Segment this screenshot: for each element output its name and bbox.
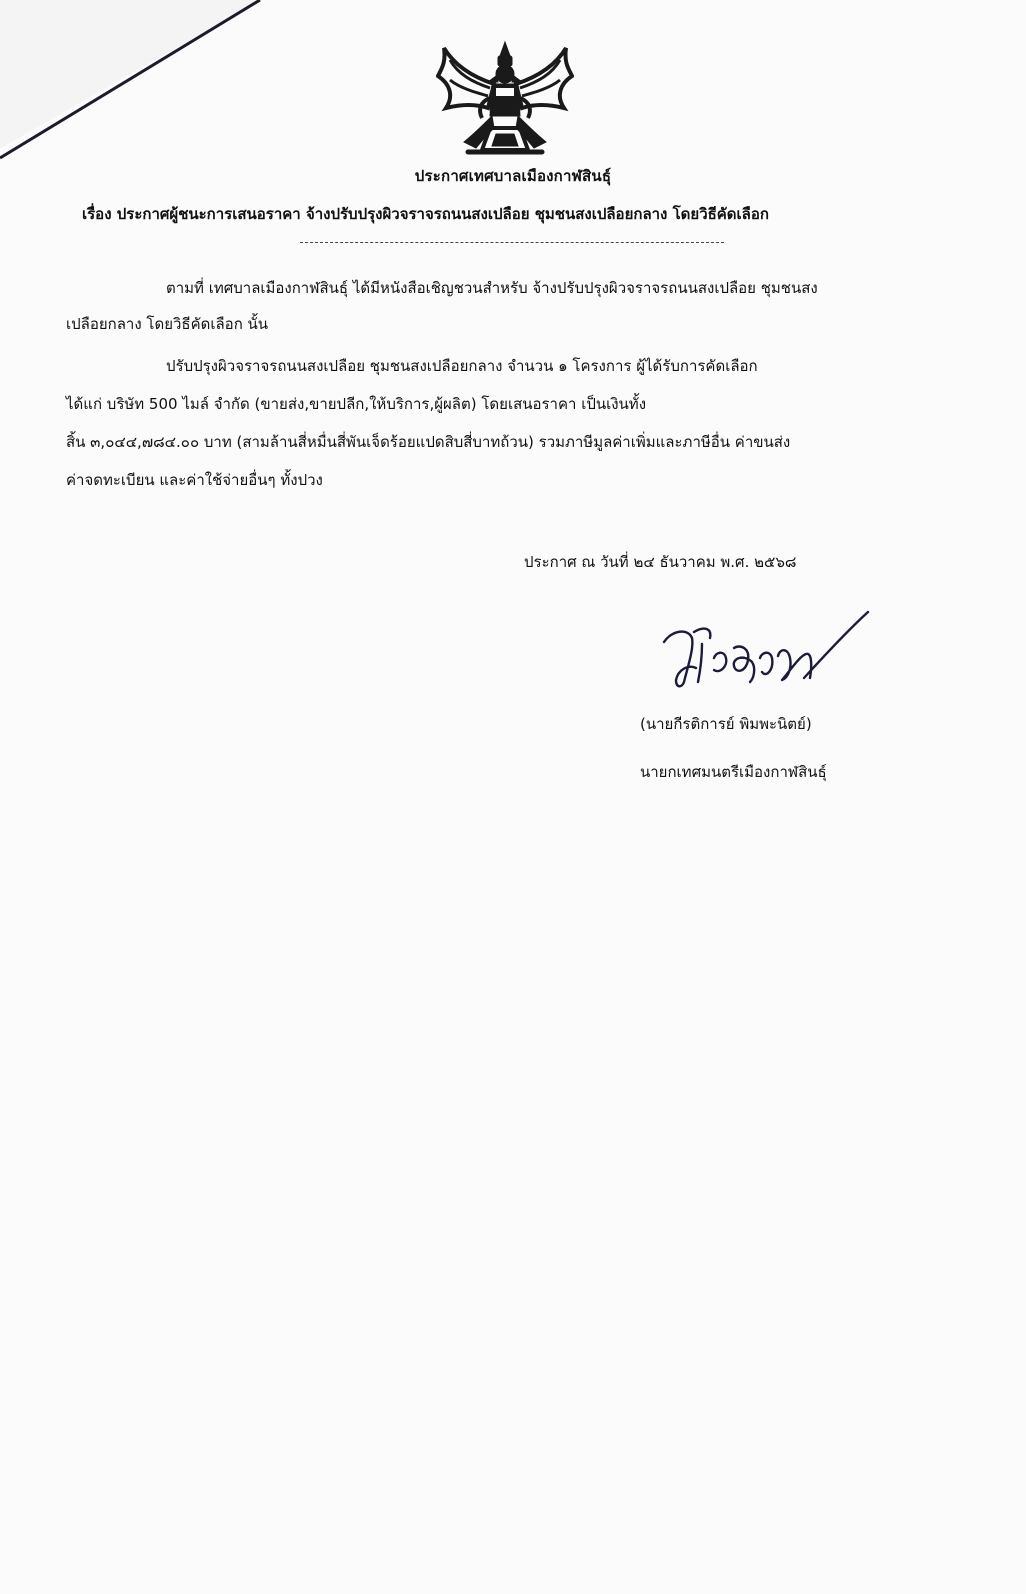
body-line-6: ค่าจดทะเบียน และค่าใช้จ่ายอื่นๆ ทั้งปวง bbox=[66, 471, 323, 489]
body-line-5: สิ้น ๓,๐๔๔,๗๘๔.๐๐ บาท (สามล้านสี่หมื่นสี่พันเจ็ดร้อยแปดสิบสี่บาทถ้วน) รวมภาษีมูลค่าเพิ่มและภาษีอื่น ค่าขนส่ง bbox=[66, 433, 791, 451]
body-line-4: ได้แก่ บริษัท 500 ไมล์ จำกัด (ขายส่ง,ขายปลีก,ให้บริการ,ผู้ผลิต) โดยเสนอราคา เป็นเงินทั้ง bbox=[66, 395, 647, 413]
garuda-emblem-icon bbox=[436, 38, 574, 156]
body-line-1: ตามที่ เทศบาลเมืองกาฬสินธุ์ ได้มีหนังสือเชิญชวนสำหรับ จ้างปรับปรุงผิวจราจรถนนสงเปลือย ชุมชนสง bbox=[166, 279, 818, 297]
paper-fold-shadow bbox=[0, 0, 300, 160]
handwritten-signature bbox=[654, 608, 874, 692]
signer-title: นายกเทศมนตรีเมืองกาฬสินธุ์ bbox=[640, 763, 827, 781]
dashed-divider bbox=[300, 242, 724, 243]
signer-name: (นายกีรติการย์ พิมพะนิตย์) bbox=[640, 715, 812, 733]
announcement-date: ประกาศ ณ วันที่ ๒๔ ธันวาคม พ.ศ. ๒๕๖๘ bbox=[524, 553, 797, 571]
announcement-title: ประกาศเทศบาลเมืองกาฬสินธุ์ bbox=[414, 167, 612, 185]
announcement-subject: เรื่อง ประกาศผู้ชนะการเสนอราคา จ้างปรับปรุงผิวจราจรถนนสงเปลือย ชุมชนสงเปลือยกลาง โดยวิธีคัดเลือก bbox=[82, 205, 769, 223]
body-line-2: เปลือยกลาง โดยวิธีคัดเลือก นั้น bbox=[66, 315, 269, 333]
body-line-3: ปรับปรุงผิวจราจรถนนสงเปลือย ชุมชนสงเปลือยกลาง จำนวน ๑ โครงการ ผู้ได้รับการคัดเลือก bbox=[166, 357, 758, 375]
